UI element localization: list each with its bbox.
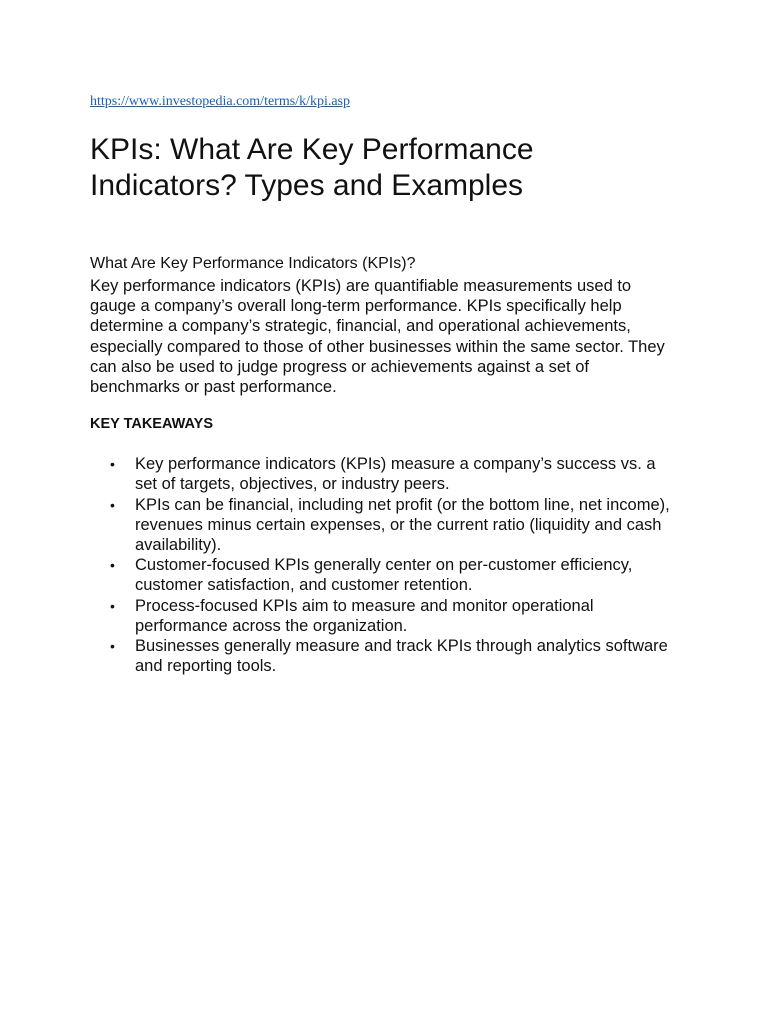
- takeaway-text: KPIs can be financial, including net profit (or the bottom line, net income), revenues minus certain expenses, or the current ratio (liquidity and cash availability).: [135, 495, 670, 555]
- bullet-icon: •: [110, 597, 115, 614]
- bullet-icon: •: [110, 638, 115, 655]
- source-url-link[interactable]: https://www.investopedia.com/terms/k/kpi.asp: [90, 94, 351, 109]
- takeaway-text: Customer-focused KPIs generally center on per-customer efficiency, customer satisfaction, and customer retention.: [135, 556, 633, 595]
- takeaway-item: [90, 596, 680, 636]
- takeaway-text: Key performance indicators (KPIs) measure a company’s success vs. a set of targets, objectives, or industry peers.: [135, 455, 656, 494]
- takeaway-item: [90, 495, 680, 556]
- takeaway-item: [90, 454, 680, 494]
- document-title: KPIs: What Are Key Performance Indicators? Types and Examples: [90, 133, 534, 202]
- takeaway-item: [90, 636, 680, 676]
- bullet-icon: •: [110, 456, 115, 473]
- takeaway-text: Businesses generally measure and track KPIs through analytics software and reporting tools.: [135, 637, 668, 676]
- key-takeaways-list: [90, 454, 680, 676]
- takeaway-item: [90, 555, 680, 595]
- section-subheading: What Are Key Performance Indicators (KPIs)?: [90, 255, 416, 272]
- bullet-icon: •: [110, 557, 115, 574]
- key-takeaways-heading: KEY TAKEAWAYS: [90, 416, 214, 433]
- bullet-icon: •: [110, 496, 115, 513]
- takeaway-text: Process-focused KPIs aim to measure and monitor operational performance across the organization.: [135, 596, 594, 635]
- intro-paragraph: Key performance indicators (KPIs) are quantifiable measurements used to gauge a company’s overall long-term performance. KPIs specifically help determine a company’s strategic, financial, and operational achievements, especially compared to those of other businesses within the same sector. They can also be used to judge progress or achievements against a set of benchmarks or past performance.: [90, 277, 665, 397]
